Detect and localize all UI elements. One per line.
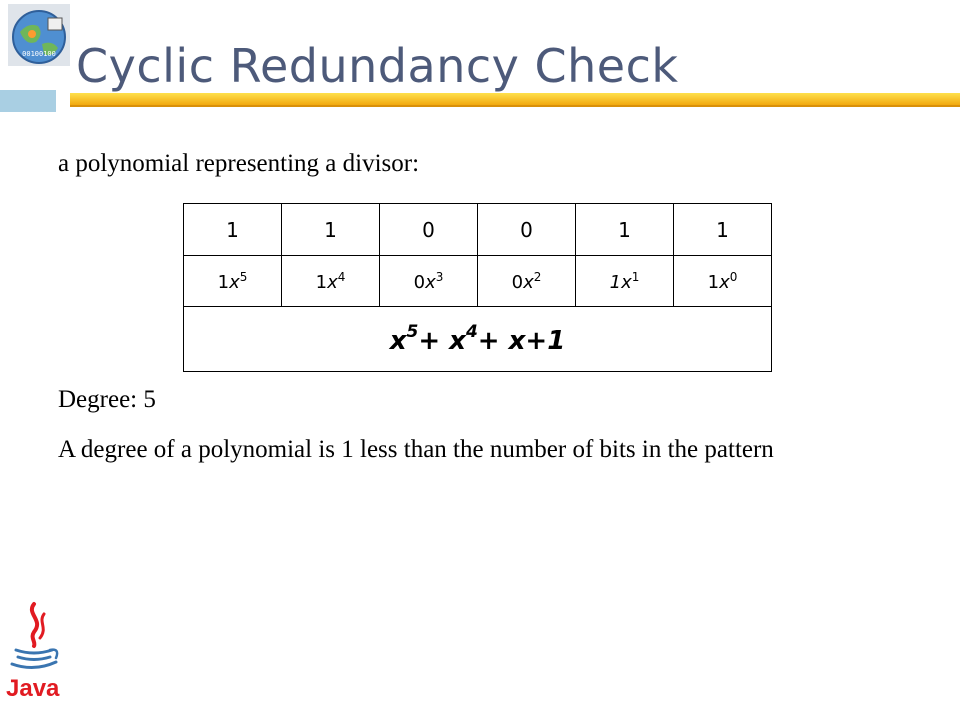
expression-row [184,307,772,372]
degree-explanation: A degree of a polynomial is 1 less than the number of bits in the pattern [58,436,774,463]
polynomial-expression: $x^5+ x^4+ x+1$ [184,307,772,372]
globe-logo-text: 00100100 [22,50,56,58]
term-cell: $1x^0$ [674,256,772,307]
bit-cell: 1 [576,204,674,256]
bits-row [184,204,772,256]
term-cell: $0x^3$ [380,256,478,307]
polynomial-table [183,203,772,372]
intro-text: a polynomial representing a divisor: [58,150,420,177]
java-logo-icon [4,600,66,704]
term-cell: $1x^1$ [576,256,674,307]
bit-cell: 0 [380,204,478,256]
terms-row [184,256,772,307]
term-cell: $1x^5$ [184,256,282,307]
bit-cell: 1 [282,204,380,256]
java-logo-text: Java [6,675,60,702]
bit-cell: 1 [674,204,772,256]
term-cell: $1x^4$ [282,256,380,307]
title-underline-bar [70,93,960,107]
degree-text: Degree: 5 [58,386,156,413]
title-accent-square [0,90,56,112]
globe-logo-icon [8,4,70,66]
bit-cell: 0 [478,204,576,256]
bit-cell: 1 [184,204,282,256]
term-cell: $0x^2$ [478,256,576,307]
slide-title: Cyclic Redundancy Check [76,39,679,93]
